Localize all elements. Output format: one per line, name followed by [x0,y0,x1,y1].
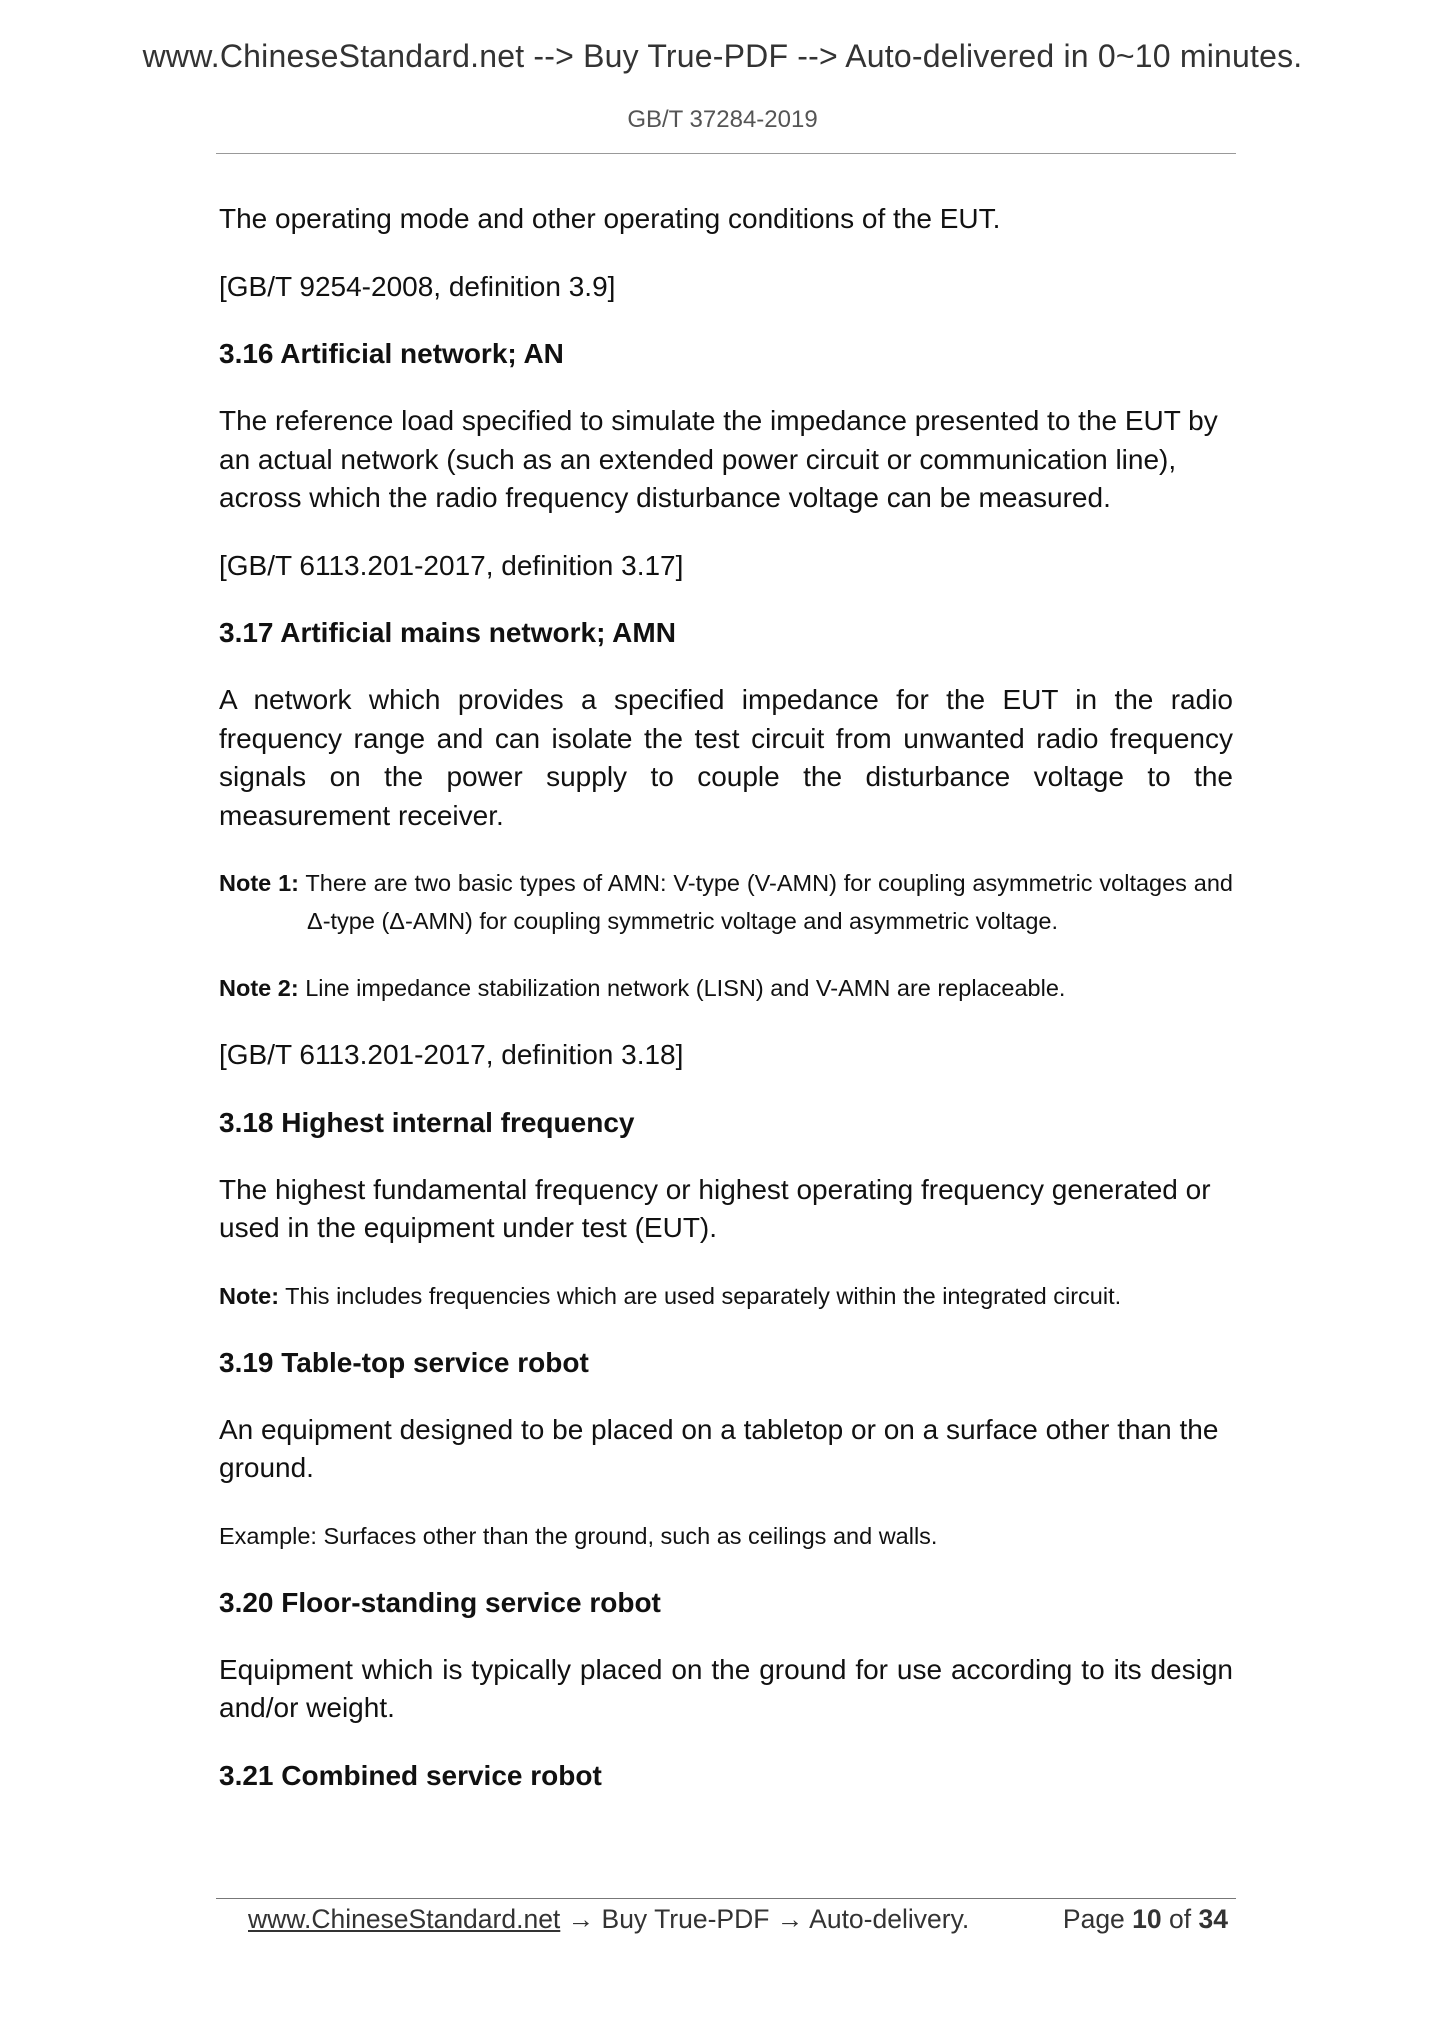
note-label: Note 2: [219,975,299,1001]
footer-link[interactable]: www.ChineseStandard.net [248,1904,561,1934]
section-heading-3-19: 3.19 Table-top service robot [219,1346,589,1378]
note-text: There are two basic types of AMN: V-type (V-AMN) for coupling asymmetric voltages and Δ-type (Δ-AMN) for coupling symmetric voltage and asymmetric voltage. [305,870,1233,934]
footer-divider [216,1898,1236,1899]
page-label: Page [1062,1904,1125,1934]
document-content [219,200,1233,1824]
section-heading-3-18: 3.18 Highest internal frequency [219,1106,635,1138]
reference: [GB/T 6113.201-2017, definition 3.18] [219,1039,684,1070]
header-divider [216,153,1236,154]
note [219,1277,1233,1315]
reference: [GB/T 6113.201-2017, definition 3.17] [219,549,684,581]
paragraph: An equipment designed to be placed on a tabletop or on a surface other than the ground. [219,1413,1219,1483]
paragraph: The reference load specified to simulate the impedance presented to the EUT by an actual network (such as an extended power circuit or communication line), across which the radio frequency disturbance voltage can be measured. [219,405,1218,513]
page-indicator [1063,1900,1228,1938]
paragraph: The highest fundamental frequency or highest operating frequency generated or used in the equipment under test (EUT). [219,1173,1211,1243]
document-code: GB/T 37284-2019 [627,106,818,133]
footer-text: → Buy True-PDF → Auto-delivery. [560,1904,970,1934]
footer [248,1900,1228,1938]
note-text: This includes frequencies which are used separately within the integrated circuit. [285,1282,1122,1309]
section-heading-3-16: 3.16 Artificial network; AN [219,338,564,369]
example: Example: Surfaces other than the ground, such as ceilings and walls. [219,1522,938,1549]
section-heading-3-17: 3.17 Artificial mains network; AMN [219,617,676,648]
section-heading-3-20: 3.20 Floor-standing service robot [219,1586,661,1618]
note-label: Note: [219,1282,280,1309]
note-text: Line impedance stabilization network (LISN) and V-AMN are replaceable. [305,975,1066,1001]
total-pages: 34 [1198,1904,1228,1934]
reference: [GB/T 9254-2008, definition 3.9] [219,270,616,302]
note-2 [219,969,1233,1007]
section-heading-3-21: 3.21 Combined service robot [219,1759,602,1791]
paragraph: The operating mode and other operating conditions of the EUT. [219,203,1001,234]
note-1 [219,864,1233,940]
of-label: of [1169,1904,1192,1934]
header-banner: www.ChineseStandard.net --> Buy True-PDF --> Auto-delivered in 0~10 minutes. [142,38,1303,74]
note-label: Note 1: [219,870,299,896]
paragraph: A network which provides a specified impedance for the EUT in the radio frequency range and can isolate the test circuit from unwanted radio frequency signals on the power supply to couple the disturbance voltage to the measurement receiver. [219,684,1233,831]
page-number: 10 [1132,1904,1162,1934]
paragraph: Equipment which is typically placed on the ground for use according to its design and/or weight. [219,1653,1233,1723]
